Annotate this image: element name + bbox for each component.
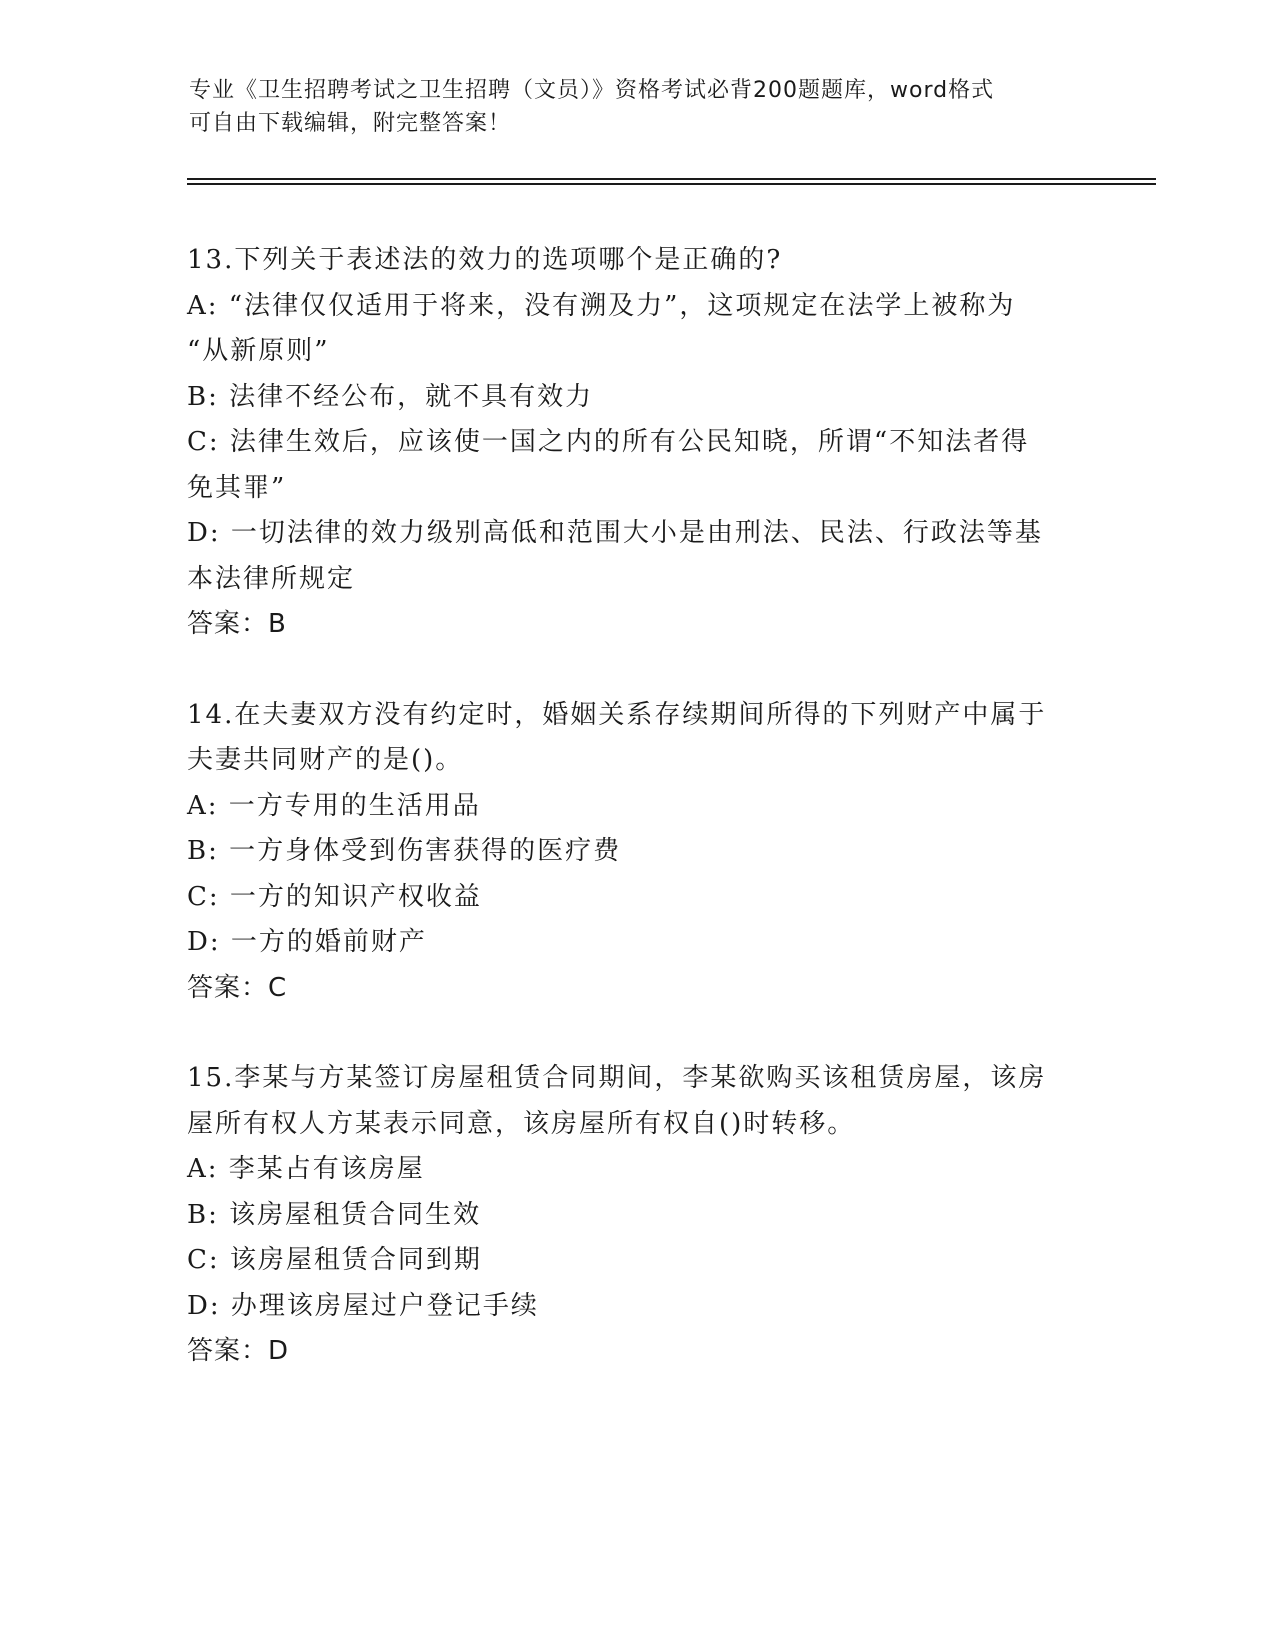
question-line: 本法律所规定 <box>187 563 356 594</box>
question-list <box>187 238 1077 1375</box>
header-line-1: 专业《卫生招聘考试之卫生招聘（文员）》资格考试必背200题题库，word格式 <box>189 78 995 103</box>
question-line: D: 一方的婚前财产 <box>187 927 427 957</box>
answer-line: 答案：B <box>187 609 287 639</box>
answer-line: 答案：D <box>187 1336 290 1366</box>
question-line: 免其罪” <box>187 472 287 503</box>
question-line: “从新原则” <box>187 336 330 366</box>
question-line: B: 该房屋租赁合同生效 <box>187 1199 482 1230</box>
question-line: C: 法律生效后，应该使一国之内的所有公民知晓，所谓“不知法者得 <box>187 427 1030 457</box>
header-divider-top <box>187 178 1156 180</box>
question-line: D: 一切法律的效力级别高低和范围大小是由刑法、民法、行政法等基 <box>187 518 1043 548</box>
header-line-2: 可自由下载编辑，附完整答案！ <box>189 111 512 136</box>
question-line: 屋所有权人方某表示同意，该房屋所有权自()时转移。 <box>187 1108 856 1139</box>
answer-line: 答案：C <box>187 972 288 1003</box>
question-line: 夫妻共同财产的是()。 <box>187 745 464 775</box>
document-header <box>189 74 1069 140</box>
header-divider-bottom <box>187 183 1156 185</box>
question-13 <box>187 238 1077 648</box>
question-line: 15.李某与方某签订房屋租赁合同期间，李某欲购买该租赁房屋，该房 <box>187 1063 1047 1093</box>
question-line: D: 办理该房屋过户登记手续 <box>187 1290 539 1321</box>
question-line: B: 一方身体受到伤害获得的医疗费 <box>187 836 622 866</box>
question-line: C: 该房屋租赁合同到期 <box>187 1245 482 1275</box>
question-line: B: 法律不经公布，就不具有效力 <box>187 381 594 412</box>
question-14 <box>187 693 1077 1012</box>
question-line: A: “法律仅仅适用于将来，没有溯及力”，这项规定在法学上被称为 <box>187 290 1016 321</box>
question-line: A: 一方专用的生活用品 <box>187 790 481 821</box>
question-line: C: 一方的知识产权收益 <box>187 881 482 912</box>
question-line: 14.在夫妻双方没有约定时，婚姻关系存续期间所得的下列财产中属于 <box>187 699 1047 730</box>
question-line: 13.下列关于表述法的效力的选项哪个是正确的? <box>187 245 783 275</box>
question-line: A: 李某占有该房屋 <box>187 1154 425 1184</box>
question-15 <box>187 1056 1077 1375</box>
